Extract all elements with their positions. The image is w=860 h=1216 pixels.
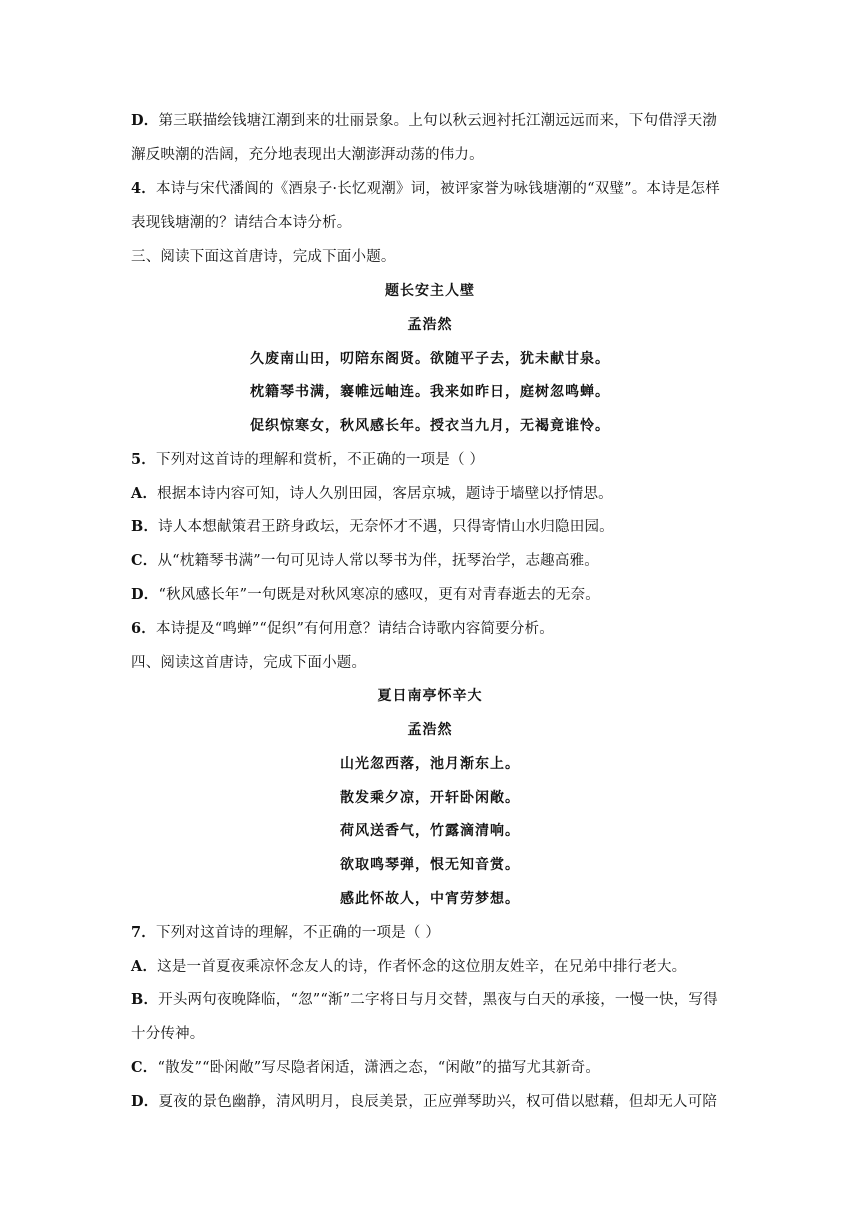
- poem-2-line: 欲取鸣琴弹，恨无知音赏。: [340, 857, 520, 873]
- poem-1-title: 题长安主人壁: [385, 283, 475, 299]
- question-number: 7．: [131, 924, 156, 941]
- option-text: 从“枕籍琴书满”一句可见诗人常以琴书为伴，抚琴治学，志趣高雅。: [157, 553, 599, 569]
- question-7-option-c: [131, 1058, 600, 1078]
- option-label: B．: [131, 518, 159, 535]
- question-number: 5．: [131, 451, 156, 468]
- section-heading-3: 三、阅读下面这首唐诗，完成下面小题。: [131, 249, 396, 265]
- question-text: 下列对这首诗的理解，不正确的一项是（ ）: [156, 925, 441, 941]
- option-text: 第三联描绘钱塘江潮到来的壮丽景象。上句以秋云迥衬托江潮远远而来，下句借浮天渤: [158, 113, 718, 129]
- option-text: 夏夜的景色幽静，清风明月，良辰美景，正应弹琴助兴，权可借以慰藉，但却无人可陪: [158, 1094, 718, 1110]
- option-label: A．: [131, 485, 158, 502]
- question-text: 本诗提及“鸣蝉”“促织”有何用意？请结合诗歌内容简要分析。: [156, 621, 554, 637]
- question-text: 本诗与宋代潘阆的《酒泉子·长忆观潮》词，被评家誉为咏钱塘潮的“双璧”。本诗是怎样: [156, 181, 720, 197]
- option-label: D．: [131, 586, 159, 603]
- poem-2-title: 夏日南亭怀辛大: [377, 688, 483, 704]
- option-text: “秋风感长年”一句既是对秋风寒凉的感叹，更有对青春逝去的无奈。: [158, 587, 601, 603]
- option-label: C．: [131, 1059, 158, 1076]
- question-7-option-b-cont: 十分传神。: [131, 1026, 205, 1042]
- poem-2-line: 山光忽西落，池月渐东上。: [340, 756, 520, 772]
- question-6: [131, 619, 554, 639]
- question-5-option-d: [131, 585, 600, 605]
- option-label: C．: [131, 552, 158, 569]
- question-5-option-c: [131, 551, 599, 571]
- poem-2-line: 散发乘夕凉，开轩卧闲敞。: [340, 790, 520, 806]
- question-4-cont: 表现钱塘潮的？请结合本诗分析。: [131, 215, 352, 231]
- option-label: D．: [131, 1093, 159, 1110]
- question-7-option-a: [131, 957, 686, 977]
- poem-2-author: 孟浩然: [407, 722, 453, 738]
- question-7: [131, 923, 440, 943]
- question-7-option-b: [131, 990, 718, 1010]
- question-5: [131, 450, 484, 470]
- option-text: 根据本诗内容可知，诗人久别田园，客居京城，题诗于墙壁以抒情思。: [157, 486, 613, 502]
- question-number: 6．: [131, 620, 156, 637]
- option-d-line-cont: 澥反映潮的浩阔，充分地表现出大潮澎湃动荡的伟力。: [131, 147, 484, 163]
- question-text: 下列对这首诗的理解和赏析，不正确的一项是（ ）: [156, 452, 485, 468]
- option-text: 这是一首夏夜乘凉怀念友人的诗，作者怀念的这位朋友姓辛，在兄弟中排行老大。: [157, 959, 687, 975]
- question-number: 4．: [131, 180, 156, 197]
- option-label: A．: [131, 958, 158, 975]
- option-label: D．: [131, 112, 159, 129]
- question-5-option-a: [131, 484, 613, 504]
- poem-1-line: 久废南山田，叨陪东阁贤。欲随平子去，犹未献甘泉。: [250, 351, 610, 367]
- option-text: “散发”“卧闲敞”写尽隐者闲适，潇洒之态，“闲敞”的描写尤其新奇。: [157, 1060, 601, 1076]
- section-heading-4: 四、阅读这首唐诗，完成下面小题。: [131, 655, 367, 671]
- question-7-option-d: [131, 1092, 717, 1112]
- poem-1-author: 孟浩然: [407, 317, 453, 333]
- question-4: [131, 179, 720, 199]
- question-5-option-b: [131, 517, 614, 537]
- poem-1-line: 促织惊寒女，秋风感长年。授衣当九月，无褐竟谁怜。: [250, 418, 610, 434]
- poem-1-line: 枕籍琴书满，褰帷远岫连。我来如昨日，庭树忽鸣蝉。: [250, 384, 610, 400]
- poem-2-line: 荷风送香气，竹露滴清响。: [340, 823, 520, 839]
- poem-2-line: 感此怀故人，中宵劳梦想。: [340, 891, 520, 907]
- option-label: B．: [131, 991, 159, 1008]
- option-text: 开头两句夜晚降临，“忽”“渐”二字将日与月交替，黑夜与白天的承接，一慢一快，写得: [158, 992, 718, 1008]
- option-text: 诗人本想献策君王跻身政坛，无奈怀才不遇，只得寄情山水归隐田园。: [158, 519, 614, 535]
- option-d-line: [131, 111, 717, 131]
